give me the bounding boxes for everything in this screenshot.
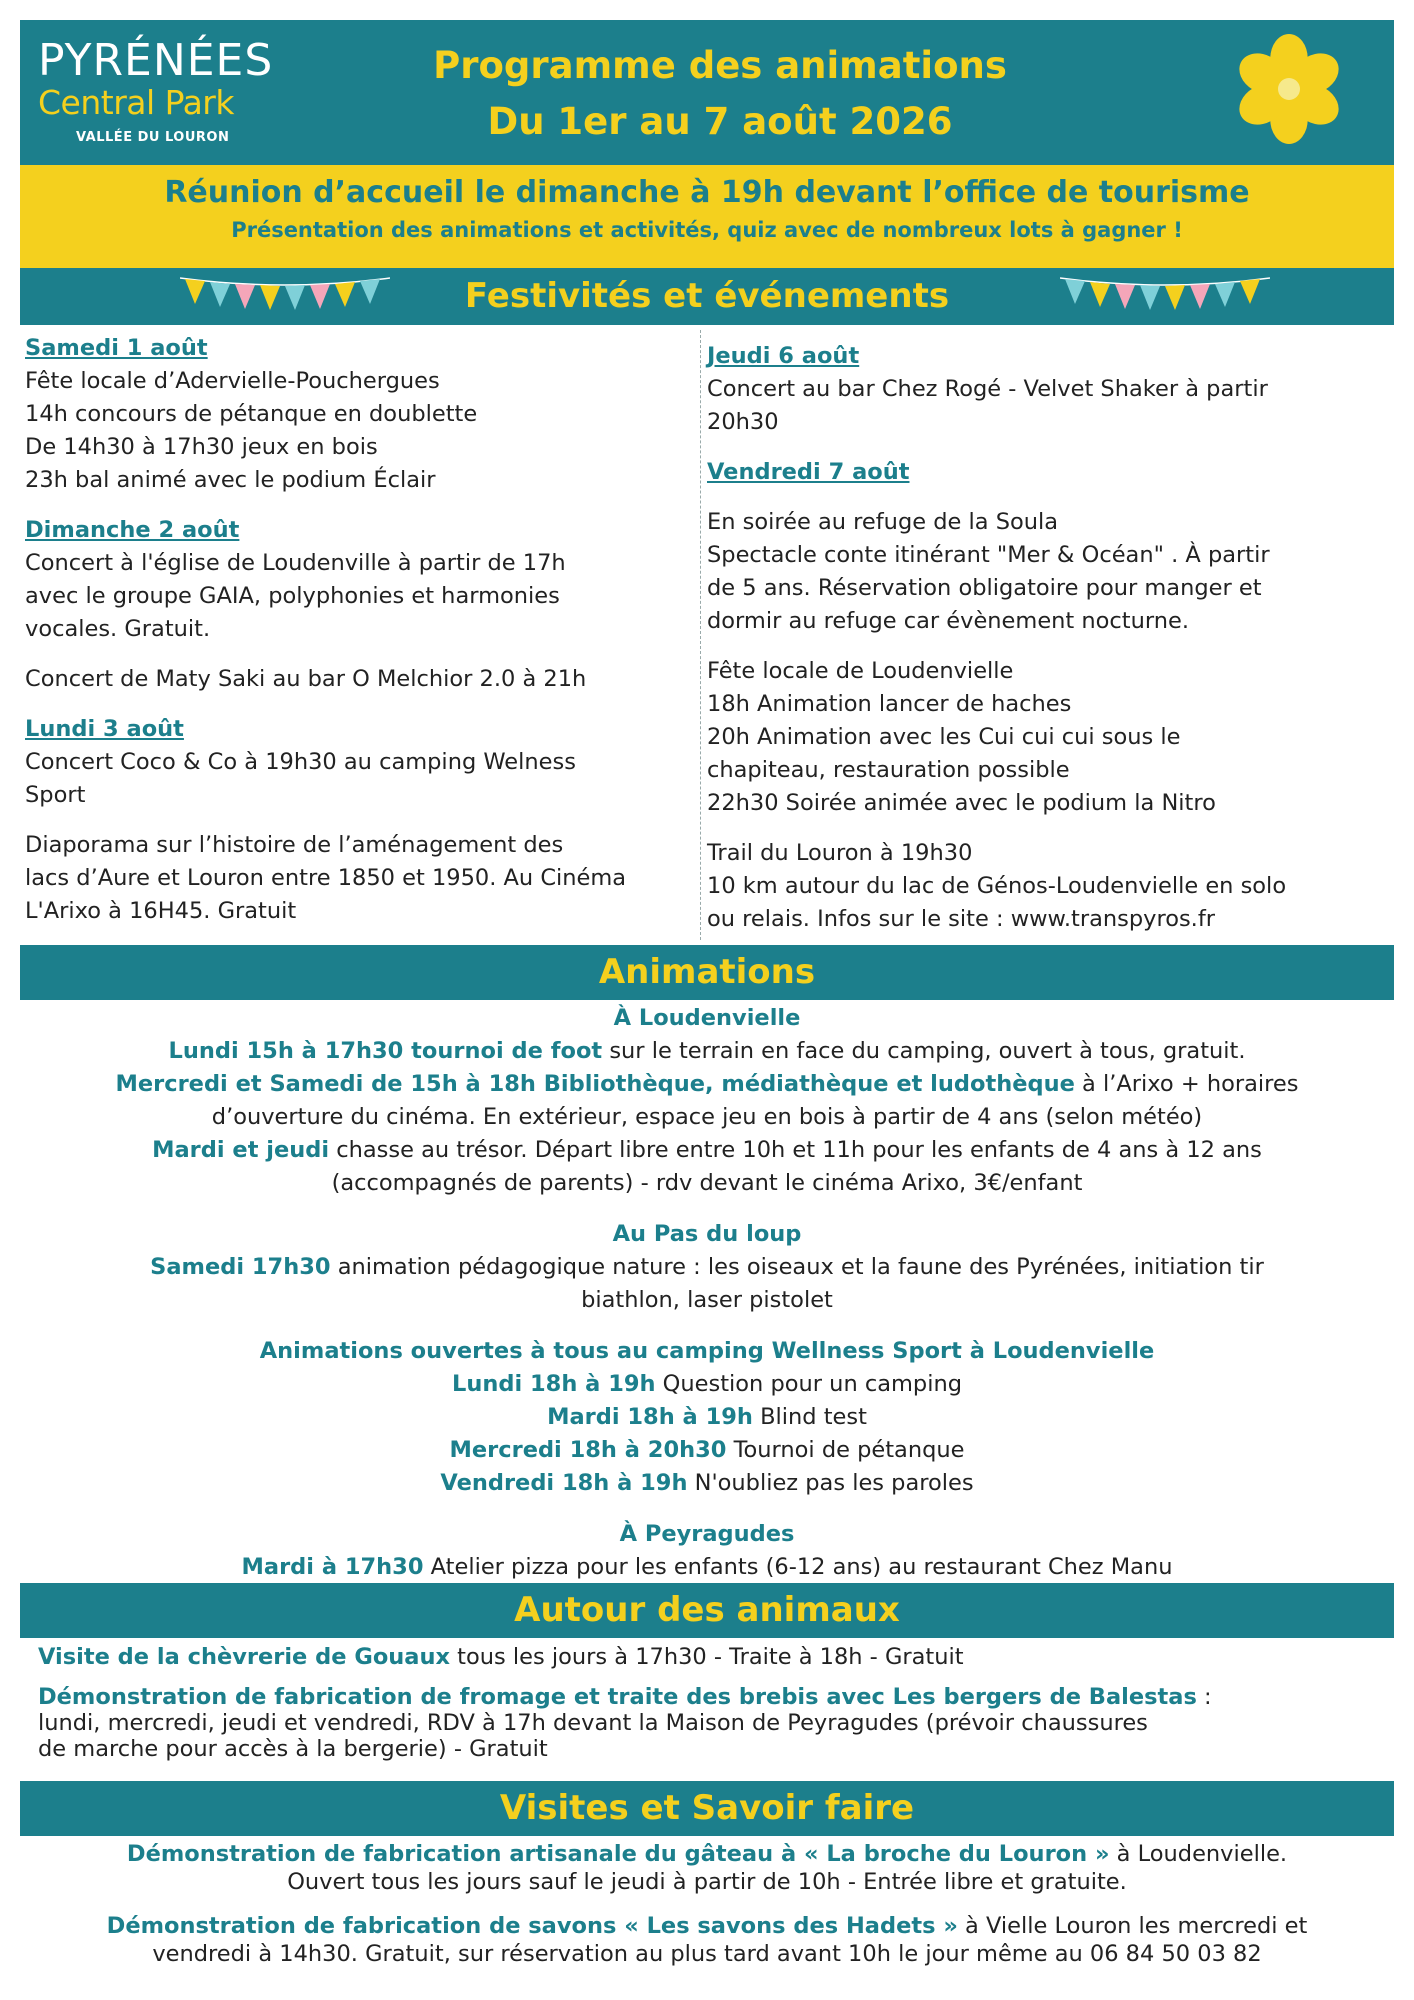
- subsection-title: À Loudenvielle: [613, 1005, 801, 1031]
- logo-line3: VALLÉE DU LOURON: [76, 130, 230, 145]
- visites-line: vendredi à 14h30. Gratuit, sur réservation au plus tard avant 10h le jour même au 06 84 50 03 82: [152, 1941, 1262, 1967]
- event-line: Concert de Maty Saki au bar O Melchior 2.0 à 21h: [25, 666, 587, 692]
- flower-icon: [1234, 34, 1344, 144]
- logo-line2: Central Park: [38, 83, 234, 122]
- welcome-line1: Réunion d’accueil le dimanche à 19h devant l’office de tourisme: [164, 175, 1250, 210]
- event-line: En soirée au refuge de la Soula: [707, 509, 1059, 535]
- animaux-section: [38, 1644, 1388, 1762]
- day-heading: Samedi 1 août: [25, 335, 208, 361]
- header: [20, 20, 1394, 165]
- event-line: L'Arixo à 16H45. Gratuit: [25, 898, 297, 924]
- day-heading: Vendredi 7 août: [707, 459, 910, 485]
- event-line: Diaporama sur l’histoire de l’aménagement des: [25, 832, 564, 858]
- bunting-icon: [1060, 274, 1270, 314]
- subsection-title: Animations ouvertes à tous au camping Wellness Sport à Loudenvielle: [259, 1338, 1155, 1364]
- animaux-line: lundi, mercredi, jeudi et vendredi, RDV à 17h devant la Maison de Peyragudes (prévoir chaussures: [38, 1710, 1148, 1736]
- event-line: Spectacle conte itinérant "Mer & Océan" . À partir: [707, 542, 1270, 568]
- event-line: ou relais. Infos sur le site : www.transpyros.fr: [707, 906, 1216, 932]
- event-line: vocales. Gratuit.: [25, 616, 211, 642]
- column-divider: [700, 330, 701, 940]
- animaux-line: Visite de la chèvrerie de Gouaux tous les jours à 17h30 - Traite à 18h - Gratuit: [38, 1644, 964, 1670]
- event-line: Trail du Louron à 19h30: [707, 840, 973, 866]
- animation-line: Mardi 18h à 19h Blind test: [547, 1404, 867, 1430]
- animation-line: biathlon, laser pistolet: [581, 1287, 833, 1313]
- event-line: dormir au refuge car évènement nocturne.: [707, 608, 1189, 634]
- event-line: 20h Animation avec les Cui cui cui sous le: [707, 724, 1181, 750]
- animation-line: Vendredi 18h à 19h N'oubliez pas les paroles: [440, 1470, 974, 1496]
- subsection-title: Au Pas du loup: [612, 1221, 802, 1247]
- section-animaux-title: Autour des animaux: [20, 1583, 1394, 1638]
- event-line: avec le groupe GAIA, polyphonies et harmonies: [25, 583, 560, 609]
- animations-section: [20, 1002, 1394, 1584]
- animation-line: Mardi et jeudi chasse au trésor. Départ libre entre 10h et 11h pour les enfants de 4 ans à 12 ans: [152, 1137, 1262, 1163]
- subsection-title: À Peyragudes: [619, 1521, 795, 1547]
- event-line: 23h bal animé avec le podium Éclair: [25, 467, 436, 493]
- animaux-line: Démonstration de fabrication de fromage et traite des brebis avec Les bergers de Balestas :: [38, 1684, 1212, 1710]
- festivites-right-column: [707, 340, 1387, 936]
- visites-line: Démonstration de fabrication artisanale du gâteau à « La broche du Louron » à Loudenvielle.: [126, 1841, 1288, 1867]
- visites-line: Démonstration de fabrication de savons « Les savons des Hadets » à Vielle Louron les mercredi et: [106, 1913, 1308, 1939]
- section-visites-title: Visites et Savoir faire: [20, 1781, 1394, 1836]
- event-line: 18h Animation lancer de haches: [707, 691, 1072, 717]
- event-line: 10 km autour du lac de Génos-Loudenvielle en solo: [707, 873, 1287, 899]
- event-line: Fête locale de Loudenvielle: [707, 658, 1014, 684]
- animation-line: Mardi à 17h30 Atelier pizza pour les enfants (6-12 ans) au restaurant Chez Manu: [241, 1554, 1173, 1580]
- welcome-banner: [20, 165, 1394, 268]
- animation-line: d’ouverture du cinéma. En extérieur, espace jeu en bois à partir de 4 ans (selon météo): [211, 1104, 1203, 1130]
- festivites-label: Festivités et événements: [464, 276, 950, 316]
- day-heading: Lundi 3 août: [25, 716, 184, 742]
- event-line: chapiteau, restauration possible: [707, 757, 1070, 783]
- page-title: [320, 38, 1120, 150]
- festivites-left-column: [25, 332, 695, 928]
- animation-line: Lundi 15h à 17h30 tournoi de foot sur le terrain en face du camping, ouvert à tous, gratuit.: [168, 1038, 1246, 1064]
- event-line: De 14h30 à 17h30 jeux en bois: [25, 434, 378, 460]
- title-line2: Du 1er au 7 août 2026: [487, 100, 953, 143]
- section-animations-title: Animations: [20, 945, 1394, 1000]
- day-heading: Dimanche 2 août: [25, 517, 240, 543]
- event-line: Sport: [25, 782, 86, 808]
- day-heading: Jeudi 6 août: [707, 343, 860, 369]
- event-line: 20h30: [707, 409, 779, 435]
- animation-line: (accompagnés de parents) - rdv devant le cinéma Arixo, 3€/enfant: [331, 1170, 1083, 1196]
- title-line1: Programme des animations: [433, 44, 1007, 87]
- event-line: Concert Coco & Co à 19h30 au camping Welness: [25, 749, 576, 775]
- event-line: 14h concours de pétanque en doublette: [25, 401, 478, 427]
- animation-line: Lundi 18h à 19h Question pour un camping: [451, 1371, 963, 1397]
- event-line: 22h30 Soirée animée avec le podium la Nitro: [707, 790, 1216, 816]
- event-line: de 5 ans. Réservation obligatoire pour manger et: [707, 575, 1262, 601]
- welcome-line2: Présentation des animations et activités, quiz avec de nombreux lots à gagner !: [231, 218, 1183, 242]
- visites-line: Ouvert tous les jours sauf le jeudi à partir de 10h - Entrée libre et gratuite.: [287, 1869, 1127, 1895]
- animation-line: Mercredi et Samedi de 15h à 18h Bibliothèque, médiathèque et ludothèque à l’Arixo + horaires: [115, 1071, 1299, 1097]
- animation-line: Mercredi 18h à 20h30 Tournoi de pétanque: [449, 1437, 965, 1463]
- animaux-line: de marche pour accès à la bergerie) - Gratuit: [38, 1736, 548, 1762]
- event-line: Concert à l'église de Loudenville à partir de 17h: [25, 550, 566, 576]
- event-line: lacs d’Aure et Louron entre 1850 et 1950. Au Cinéma: [25, 865, 627, 891]
- section-festivites-title: [20, 268, 1394, 325]
- event-line: Fête locale d’Adervielle-Pouchergues: [25, 368, 440, 394]
- bunting-icon: [180, 274, 390, 314]
- event-line: Concert au bar Chez Rogé - Velvet Shaker à partir: [707, 376, 1268, 402]
- animation-line: Samedi 17h30 animation pédagogique nature : les oiseaux et la faune des Pyrénées, initiation tir: [150, 1254, 1264, 1280]
- visites-section: [20, 1840, 1394, 1968]
- logo: [38, 35, 274, 145]
- logo-line1: PYRÉNÉES: [38, 35, 274, 86]
